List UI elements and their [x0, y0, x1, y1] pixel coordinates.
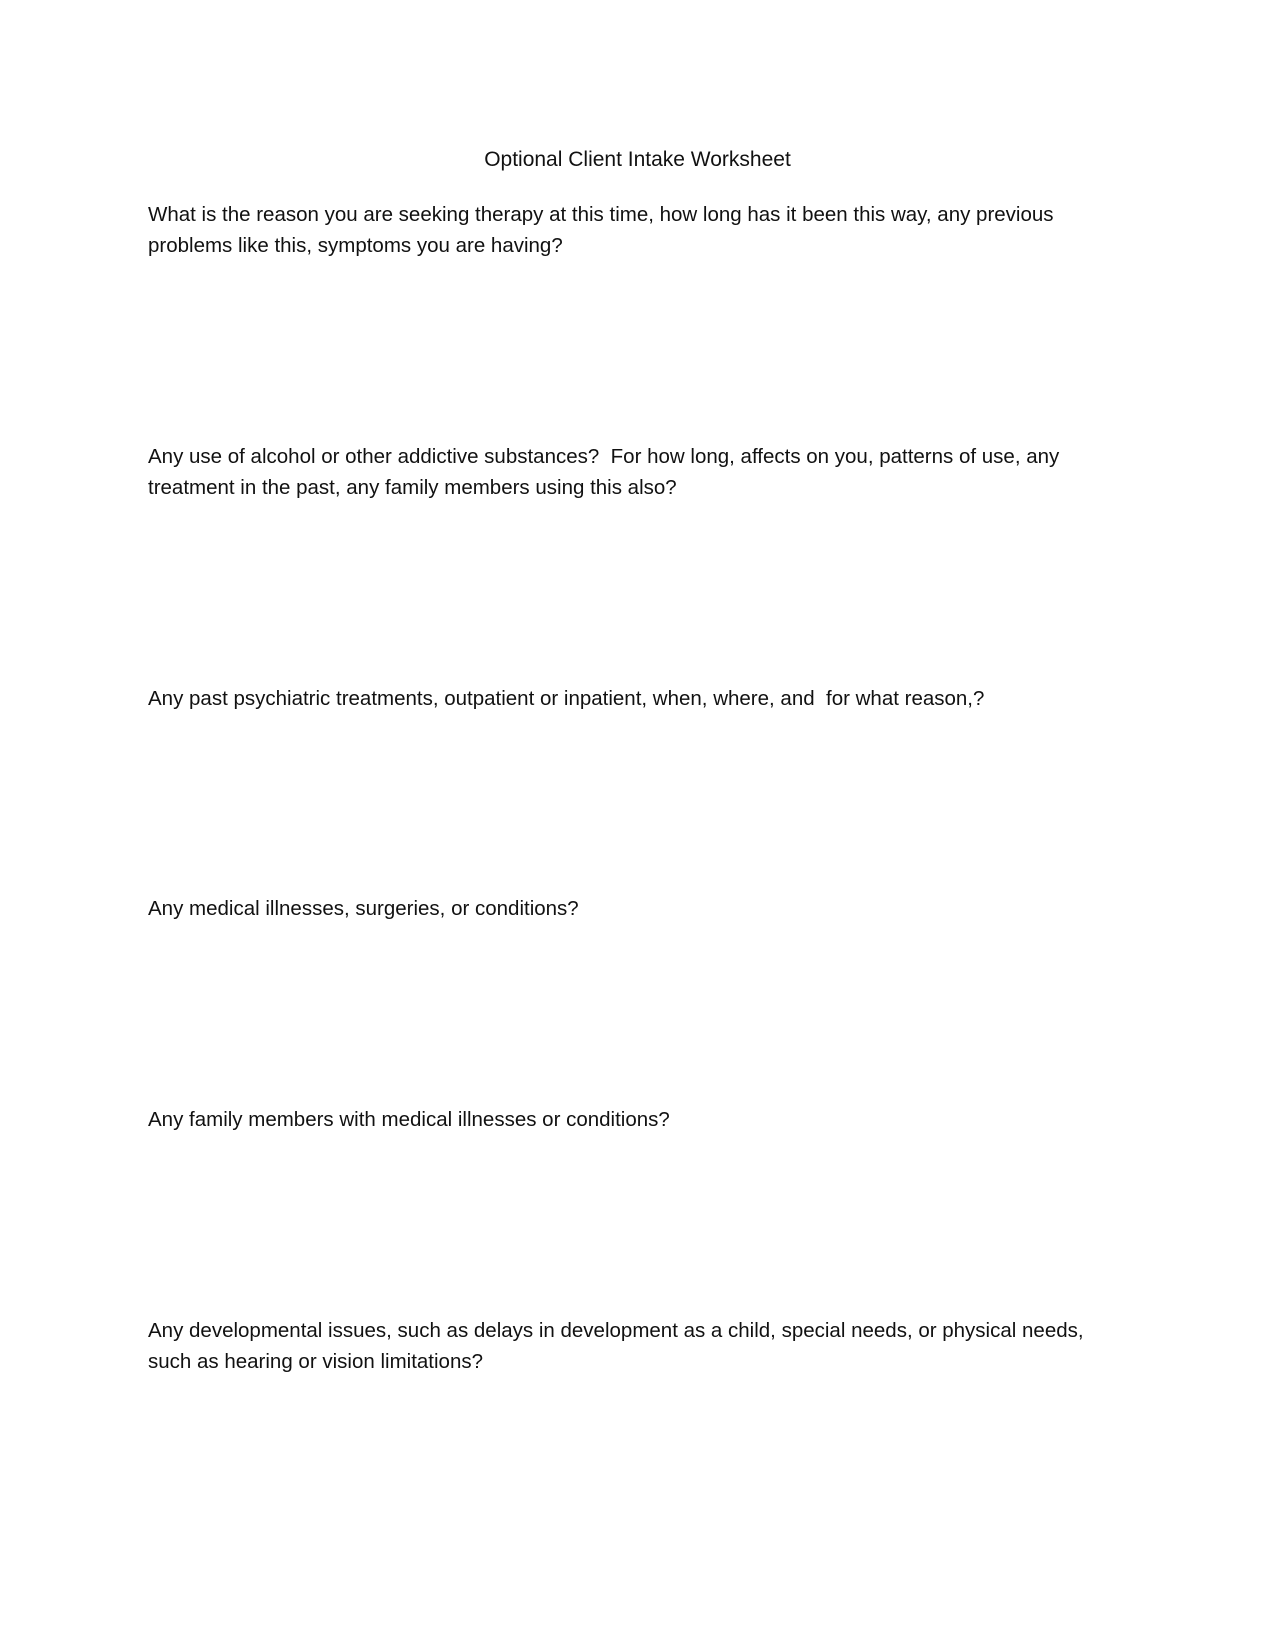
question-reason-for-therapy — [148, 199, 1128, 261]
question-text-line: Any use of alcohol or other addictive substances? For how long, affects on you, patterns of use, any — [148, 445, 1060, 468]
question-text-line: Any developmental issues, such as delays in development as a child, special needs, or physical needs, — [148, 1319, 1084, 1342]
document-title: Optional Client Intake Worksheet — [484, 148, 791, 171]
question-text-line: treatment in the past, any family members using this also? — [148, 476, 677, 499]
question-text-line: Any medical illnesses, surgeries, or conditions? — [148, 897, 579, 920]
question-text-line: Any past psychiatric treatments, outpatient or inpatient, when, where, and for what reason,? — [148, 687, 985, 710]
question-psychiatric-history — [148, 683, 1128, 714]
question-text-line: Any family members with medical illnesses or conditions? — [148, 1108, 670, 1131]
question-family-medical-history — [148, 1104, 1128, 1135]
question-medical-history — [148, 893, 1128, 924]
question-text-line: problems like this, symptoms you are having? — [148, 234, 563, 257]
question-substance-use — [148, 441, 1128, 503]
question-developmental-issues — [148, 1315, 1128, 1377]
question-text-line: such as hearing or vision limitations? — [148, 1350, 483, 1373]
question-text-line: What is the reason you are seeking therapy at this time, how long has it been this way, any previous — [148, 203, 1054, 226]
